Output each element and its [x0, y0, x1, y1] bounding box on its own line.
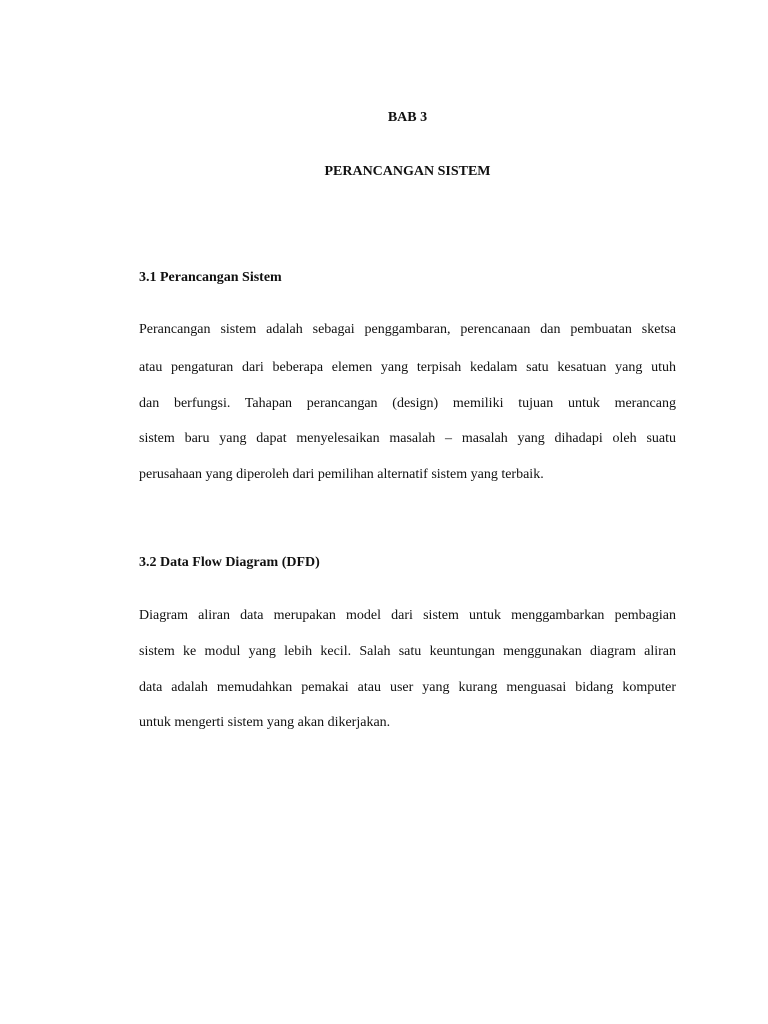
paragraph-line: perusahaan yang diperoleh dari pemilihan alternatif sistem yang terbaik. [139, 467, 544, 482]
paragraph-line: sistem baru yang dapat menyelesaikan masalah – masalah yang dihadapi oleh suatu [139, 431, 676, 446]
paragraph-line: Perancangan sistem adalah sebagai penggambaran, perencanaan dan pembuatan sketsa [139, 322, 676, 337]
paragraph-line: data adalah memudahkan pemakai atau user yang kurang menguasai bidang komputer [139, 680, 676, 695]
paragraph-line: Diagram aliran data merupakan model dari sistem untuk menggambarkan pembagian [139, 608, 676, 623]
section-heading-3-2: 3.2 Data Flow Diagram (DFD) [139, 555, 320, 570]
paragraph-line: untuk mengerti sistem yang akan dikerjakan. [139, 715, 391, 730]
section-heading-3-1: 3.1 Perancangan Sistem [139, 270, 282, 285]
paragraph-line: atau pengaturan dari beberapa elemen yang terpisah kedalam satu kesatuan yang utuh [139, 360, 676, 375]
paragraph-line: sistem ke modul yang lebih kecil. Salah satu keuntungan menggunakan diagram aliran [139, 644, 676, 659]
chapter-title: PERANCANGAN SISTEM [324, 164, 491, 179]
paragraph-line: dan berfungsi. Tahapan perancangan (design) memiliki tujuan untuk merancang [139, 396, 676, 411]
chapter-number: BAB 3 [387, 110, 428, 125]
